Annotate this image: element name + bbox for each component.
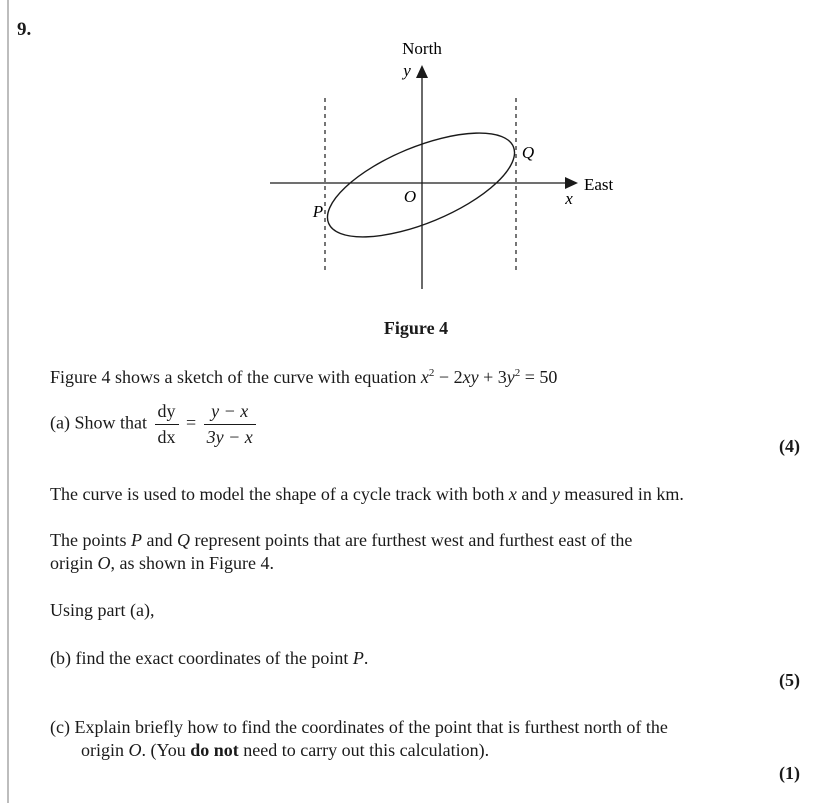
figure-4-diagram <box>260 33 640 293</box>
curve-ellipse <box>314 112 528 259</box>
part-c-text-line-2: origin O. (You do not need to carry out this calculation). <box>81 740 490 760</box>
point-p-label: P <box>312 202 324 221</box>
x-axis-label: x <box>565 189 573 208</box>
rhs-fraction: $\frac{y - x}{3y - x}$ <box>204 400 256 449</box>
part-c-text-line-1: (c) Explain briefly how to find the coordinates of the point that is furthest north of the <box>50 717 668 737</box>
part-a-text: (a) Show that $\frac{dy}{dx}$ = $\frac{y - x}{3y - x}$ <box>50 400 259 449</box>
part-a-marks: (4) <box>779 436 800 456</box>
left-margin-rule <box>7 0 9 803</box>
east-label: East <box>584 175 614 194</box>
figure-caption: Figure 4 <box>383 318 449 338</box>
part-b-marks: (5) <box>779 670 800 690</box>
x-axis-arrow <box>565 177 578 189</box>
point-q-label: Q <box>521 143 535 162</box>
north-label: North <box>402 39 442 58</box>
part-b-text: (b) find the exact coordinates of the point P. <box>50 648 369 668</box>
intro-text: Figure 4 shows a sketch of the curve with equation $x^2 - 2xy + 3y^2 = 50$ <box>50 367 558 387</box>
dy-dx-fraction: $\frac{dy}{dx}$ <box>155 400 179 449</box>
part-c-marks: (1) <box>779 763 800 783</box>
origin-label: O <box>403 187 417 206</box>
context-line-3: origin O, as shown in Figure 4. <box>50 553 274 573</box>
y-axis-label: y <box>403 61 411 80</box>
y-axis-arrow <box>416 65 428 78</box>
context-line-2: The points P and Q represent points that are furthest west and furthest east of the <box>50 530 633 550</box>
context-line-1: The curve is used to model the shape of a cycle track with both x and y measured in km. <box>50 484 684 504</box>
using-part-a-text: Using part (a), <box>50 600 155 620</box>
question-number: 9. <box>17 19 32 40</box>
